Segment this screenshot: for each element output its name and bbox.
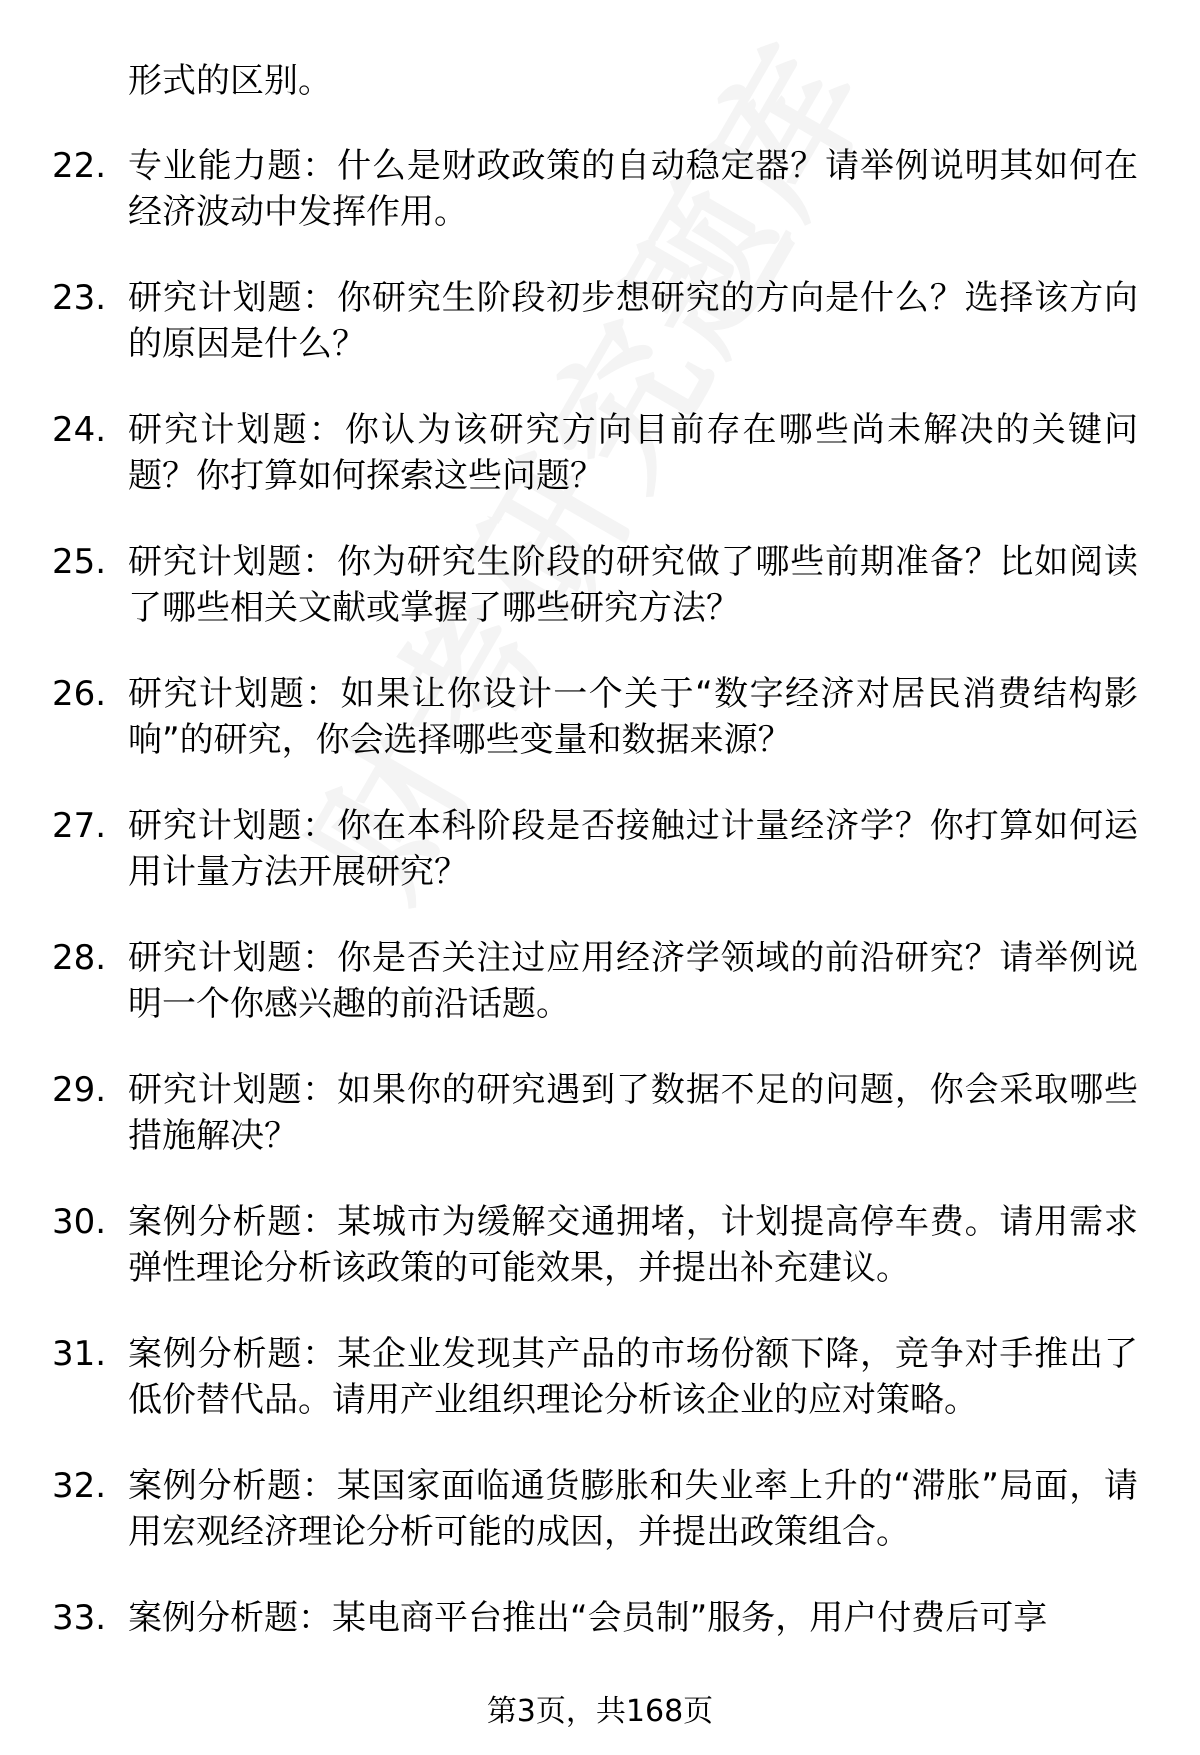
question-item xyxy=(0,407,1200,539)
question-item xyxy=(0,671,1200,803)
question-number: 28. xyxy=(52,938,107,978)
question-item xyxy=(0,803,1200,935)
continuation-text: 形式的区别。 xyxy=(128,61,332,101)
question-number: 24. xyxy=(52,410,107,450)
question-number: 25. xyxy=(52,542,107,582)
question-item xyxy=(0,1463,1200,1595)
question-number: 32. xyxy=(52,1466,107,1506)
question-number: 26. xyxy=(52,674,107,714)
question-text: 研究计划题：你认为该研究方向目前存在哪些尚未解决的关键问题？你打算如何探索这些问题？ xyxy=(128,410,1138,496)
question-item xyxy=(0,935,1200,1067)
question-item xyxy=(0,1199,1200,1331)
question-text: 研究计划题：你研究生阶段初步想研究的方向是什么？选择该方向的原因是什么？ xyxy=(128,278,1138,364)
page-footer: 第3页，共168页 xyxy=(486,1694,714,1729)
question-item xyxy=(0,143,1200,275)
question-text: 研究计划题：你在本科阶段是否接触过计量经济学？你打算如何运用计量方法开展研究？ xyxy=(128,806,1138,892)
question-text: 案例分析题：某企业发现其产品的市场份额下降，竞争对手推出了低价替代品。请用产业组织理论分析该企业的应对策略。 xyxy=(128,1334,1138,1420)
question-item xyxy=(0,1331,1200,1463)
question-text: 案例分析题：某国家面临通货膨胀和失业率上升的“滞胀”局面，请用宏观经济理论分析可能的成因，并提出政策组合。 xyxy=(128,1466,1138,1552)
question-list xyxy=(0,143,1200,1727)
question-item xyxy=(0,1067,1200,1199)
question-text: 研究计划题：如果你的研究遇到了数据不足的问题，你会采取哪些措施解决？ xyxy=(128,1070,1138,1156)
question-number: 23. xyxy=(52,278,107,318)
question-number: 30. xyxy=(52,1202,107,1242)
question-number: 27. xyxy=(52,806,107,846)
question-text: 研究计划题：如果让你设计一个关于“数字经济对居民消费结构影响”的研究，你会选择哪些变量和数据来源？ xyxy=(128,674,1138,760)
question-text: 专业能力题：什么是财政政策的自动稳定器？请举例说明其如何在经济波动中发挥作用。 xyxy=(128,146,1138,232)
question-number: 29. xyxy=(52,1070,107,1110)
question-number: 22. xyxy=(52,146,107,186)
question-text: 研究计划题：你为研究生阶段的研究做了哪些前期准备？比如阅读了哪些相关文献或掌握了哪些研究方法？ xyxy=(128,542,1138,628)
question-item xyxy=(0,539,1200,671)
question-text: 案例分析题：某电商平台推出“会员制”服务，用户付费后可享 xyxy=(128,1598,1048,1638)
question-item xyxy=(0,275,1200,407)
question-number: 33. xyxy=(52,1598,107,1638)
question-number: 31. xyxy=(52,1334,107,1374)
question-text: 研究计划题：你是否关注过应用经济学领域的前沿研究？请举例说明一个你感兴趣的前沿话题。 xyxy=(128,938,1138,1024)
question-text: 案例分析题：某城市为缓解交通拥堵，计划提高停车费。请用需求弹性理论分析该政策的可能效果，并提出补充建议。 xyxy=(128,1202,1138,1288)
